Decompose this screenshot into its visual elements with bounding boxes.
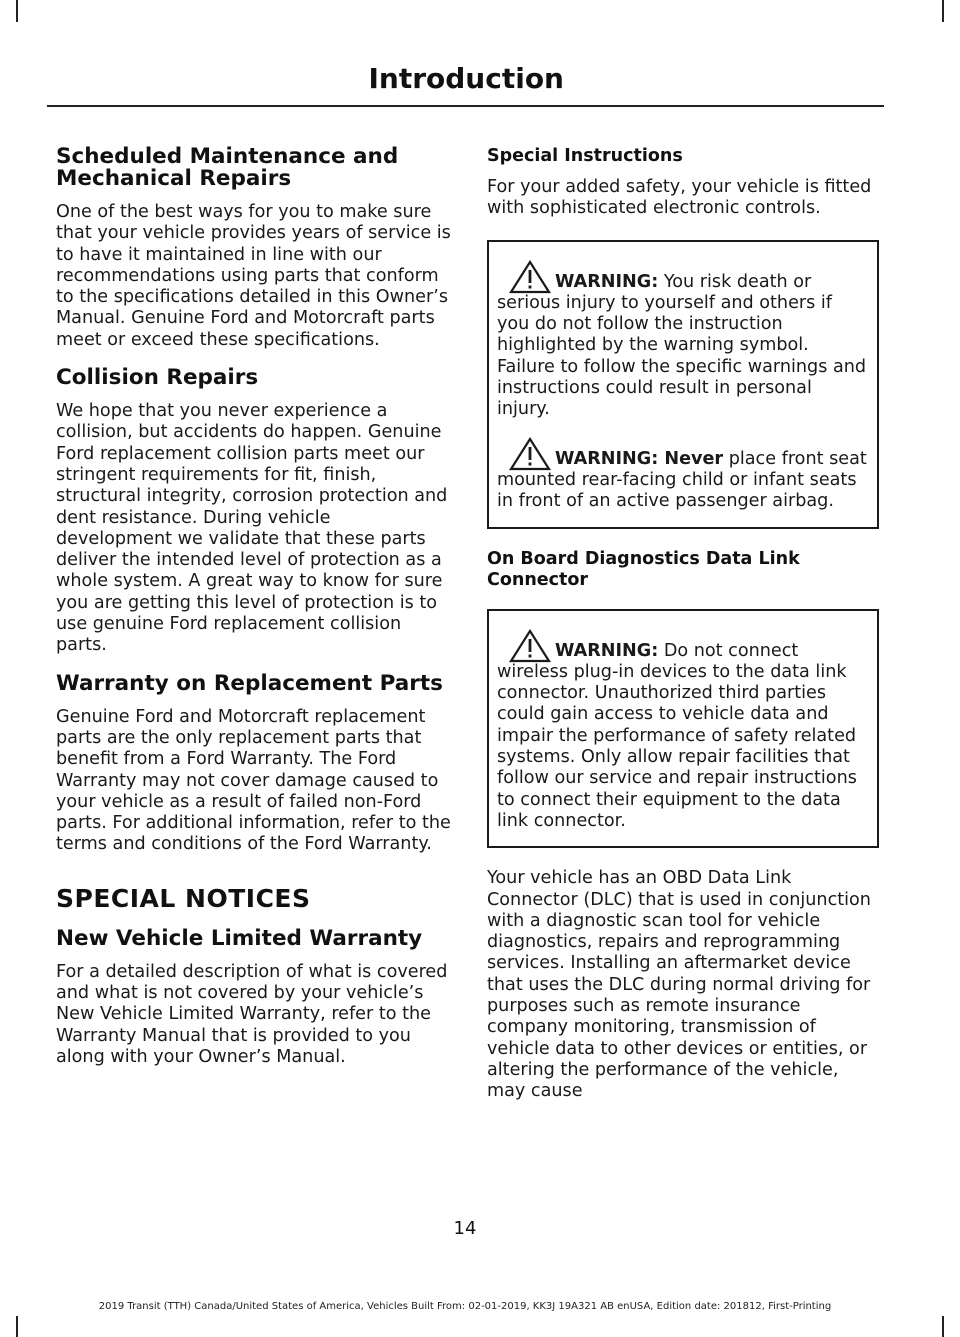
- warning-label: WARNING: Never: [555, 448, 724, 469]
- paragraph-scheduled-maintenance: One of the best ways for you to make sure that your vehicle provides years of service is to have it maintained in line with our recommendations using parts that conform to the specifications detailed in this Owner’s Manual. Genuine Ford and Motorcraft parts meet or exceed these specifications.: [56, 202, 451, 350]
- warning-triangle-icon: [509, 437, 551, 471]
- crop-mark-bottom-right: [942, 1316, 944, 1337]
- paragraph-warranty-replacement-parts: Genuine Ford and Motorcraft replacement parts are the only replacement parts that benefit from a Ford Warranty. The Ford Warranty may not cover damage caused to your vehicle as a result of failed non-Ford parts. For additional information, refer to the terms and conditions of the Ford Warranty.: [56, 706, 451, 855]
- warning-label: WARNING:: [555, 271, 659, 292]
- section-heading-collision-repairs: Collision Repairs: [56, 365, 259, 391]
- crop-mark-top-right: [942, 0, 944, 22]
- warning-airbag-child-seat: [497, 449, 869, 513]
- print-edition-note: 2019 Transit (TTH) Canada/United States of America, Vehicles Built From: 02-01-2019, KK3J 19A321 AB enUSA, Edition date: 201812, First-Printing: [98, 1301, 832, 1312]
- warning-general: [497, 272, 869, 421]
- warning-text: You risk death or serious injury to yourself and others if you do not follow the instruction highlighted by the warning symbol. Failure to follow the specific warnings and instructions could result in personal injury.: [497, 271, 867, 420]
- section-heading-warranty-replacement-parts: Warranty on Replacement Parts: [56, 670, 443, 696]
- header-divider: [47, 105, 884, 107]
- page-header-title: Introduction: [368, 62, 564, 95]
- warning-obd-wireless-devices: [497, 641, 869, 833]
- crop-mark-bottom-left: [16, 1316, 18, 1337]
- warning-text: place front seat mounted rear-facing child or infant seats in front of an active passenger airbag.: [497, 448, 867, 512]
- warning-text: Do not connect wireless plug-in devices to the data link connector. Unauthorized third parties could gain access to vehicle data and impair the performance of safety related systems. Only allow repair facilities that follow our service and repair instructions to connect their equipment to the data link connector.: [497, 640, 857, 831]
- section-heading-new-vehicle-warranty: New Vehicle Limited Warranty: [56, 925, 423, 951]
- warning-triangle-icon: [509, 629, 551, 663]
- warning-box-special-instructions: [487, 240, 879, 529]
- warning-triangle-icon: [509, 260, 551, 294]
- paragraph-special-instructions: For your added safety, your vehicle is fitted with sophisticated electronic controls.: [487, 177, 872, 219]
- chapter-heading-special-notices: SPECIAL NOTICES: [56, 883, 311, 913]
- section-heading-obd-connector: On Board Diagnostics Data Link Connector: [487, 548, 800, 590]
- paragraph-collision-repairs: We hope that you never experience a collision, but accidents do happen. Genuine Ford replacement collision parts meet our stringent requirements for fit, finish, structural integrity, corrosion protection and dent resistance. During vehicle development we validate that these parts deliver the intended level of protection as a whole system. A great way to know for sure you are getting this level of protection is to use genuine Ford replacement collision parts.: [56, 401, 448, 656]
- left-column: [56, 146, 452, 1084]
- paragraph-obd-connector: Your vehicle has an OBD Data Link Connector (DLC) that is used in conjunction with a diagnostic scan tool for vehicle diagnostics, repairs and reprogramming services. Installing an aftermarket device that uses the DLC during normal driving for purposes such as remote insurance company monitoring, transmission of vehicle data to other devices or entities, or altering the performance of the vehicle, may cause: [487, 868, 871, 1102]
- page-number: 14: [453, 1218, 477, 1239]
- warning-box-obd: [487, 609, 879, 849]
- section-heading-scheduled-maintenance: Scheduled Maintenance and Mechanical Repairs: [56, 144, 399, 191]
- warning-label: WARNING:: [555, 640, 659, 661]
- right-column: [487, 146, 879, 1119]
- crop-mark-top-left: [16, 0, 18, 22]
- section-heading-special-instructions: Special Instructions: [487, 146, 683, 166]
- paragraph-new-vehicle-warranty: For a detailed description of what is covered and what is not covered by your vehicle’s New Vehicle Limited Warranty, refer to the Warranty Manual that is provided to you along with your Owner’s Manual.: [56, 961, 448, 1067]
